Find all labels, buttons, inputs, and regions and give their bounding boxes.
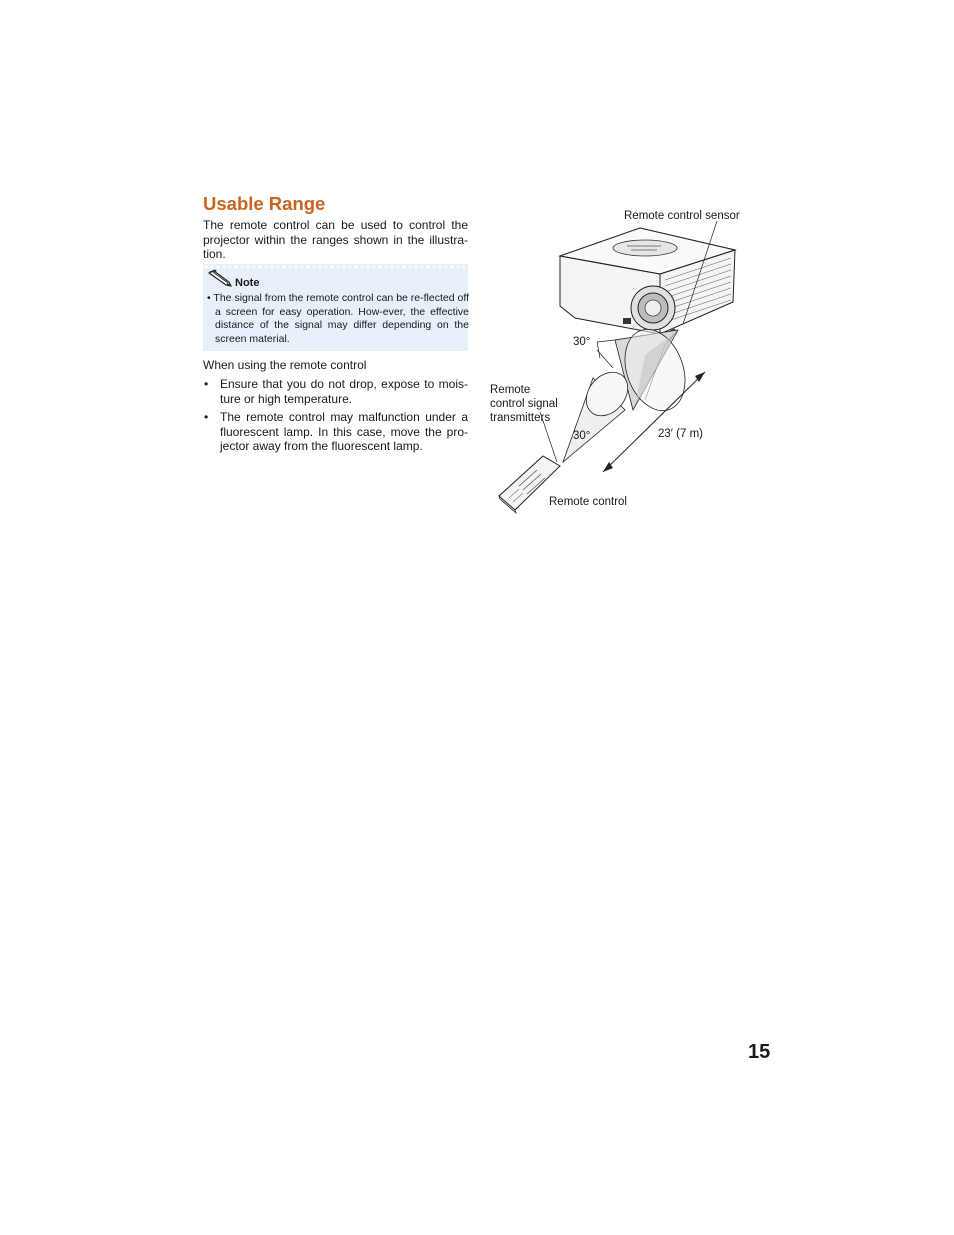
note-header bbox=[207, 271, 259, 291]
sensor-label: Remote control sensor bbox=[624, 210, 740, 222]
transmitter-label-line-1: Remote bbox=[490, 384, 531, 396]
note-text: • The signal from the remote control can be re-flected off a screen for easy operation. How-ever, the effective distance of the signal may differ depending on the screen material. bbox=[207, 292, 469, 345]
note-box bbox=[203, 264, 468, 351]
remote-signal-cone bbox=[540, 364, 636, 462]
list-item: • The remote control may malfunction under a fluorescent lamp. In this case, move the pro-jector away from the fluorescent lamp. bbox=[203, 410, 468, 454]
note-dotted-border bbox=[203, 264, 468, 270]
remote-control-label: Remote control bbox=[549, 496, 627, 508]
section-title: Usable Range bbox=[203, 193, 326, 214]
transmitter-label-line-3: transmitters bbox=[490, 412, 551, 424]
list-item: • Ensure that you do not drop, expose to mois-ture or high temperature. bbox=[203, 377, 468, 406]
transmitter-label-line-2: control signal bbox=[490, 398, 558, 410]
projector-icon bbox=[560, 228, 735, 334]
usage-heading: When using the remote control bbox=[203, 358, 367, 372]
projector-remote-diagram bbox=[485, 200, 765, 525]
angle-label-top: 30° bbox=[573, 336, 591, 348]
page-number: 15 bbox=[748, 1041, 771, 1063]
angle-label-bottom: 30° bbox=[573, 430, 591, 442]
usable-range-illustration bbox=[485, 200, 765, 525]
intro-paragraph: The remote control can be used to control the projector within the ranges shown in the illustra-tion. bbox=[203, 218, 468, 261]
usage-bullet-list bbox=[203, 377, 468, 458]
pencil-icon bbox=[207, 269, 233, 294]
distance-label: 23′ (7 m) bbox=[658, 428, 703, 440]
note-label: Note bbox=[235, 277, 260, 289]
